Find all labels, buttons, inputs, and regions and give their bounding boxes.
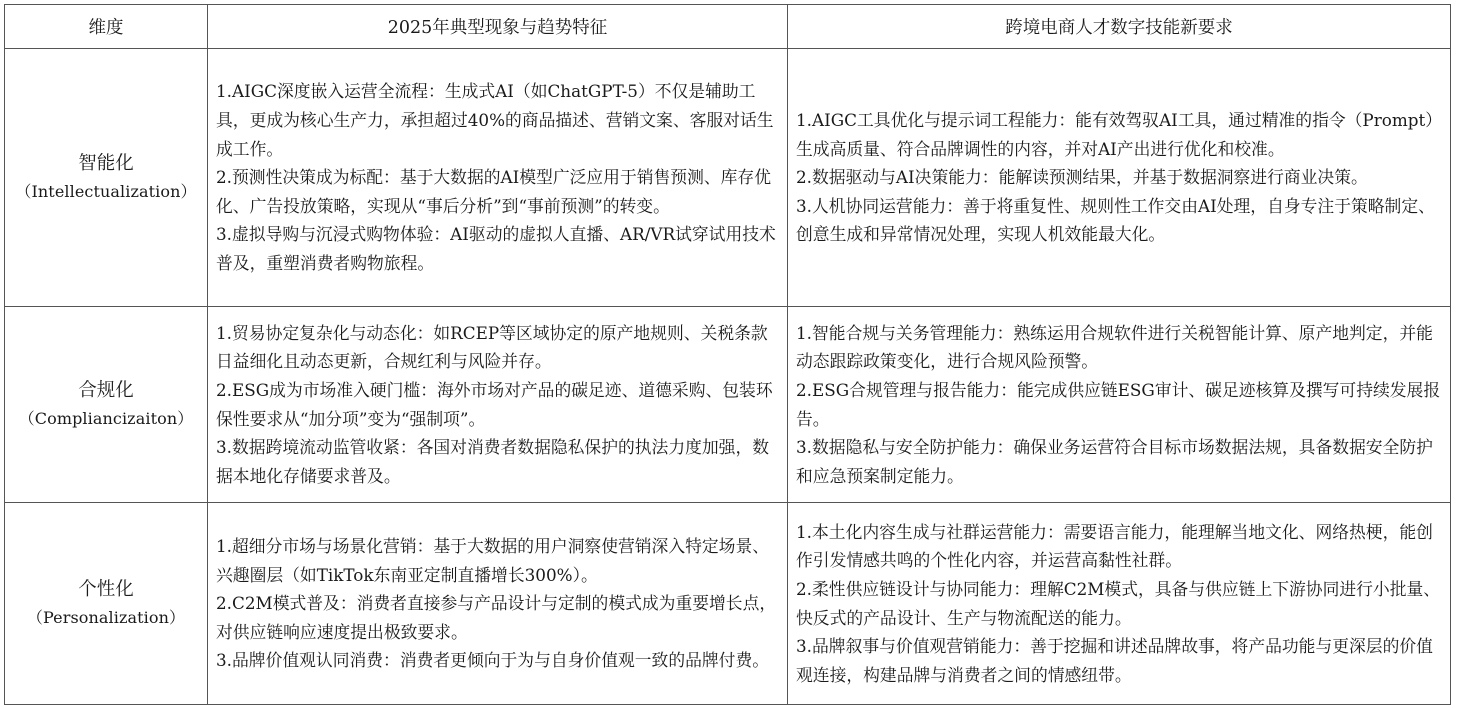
dimension-cell [5, 49, 208, 307]
requirement-item: 2.ESG合规管理与报告能力：能完成供应链ESG审计、碳足迹核算及撰写可持续发展报告。 [796, 379, 1441, 429]
phenomena-cell [208, 307, 788, 503]
requirements-cell [788, 49, 1451, 307]
table-row [5, 503, 1451, 705]
requirement-item: 2.数据驱动与AI决策能力：能解读预测结果，并基于数据洞察进行商业决策。 [796, 167, 1368, 188]
requirement-item: 3.人机协同运营能力：善于将重复性、规则性工作交由AI处理，自身专注于策略制定、创意生成和异常情况处理，实现人机效能最大化。 [796, 195, 1435, 245]
header-dimension: 维度 [5, 5, 208, 49]
phenomenon-item: 2.C2M模式普及：消费者直接参与产品设计与定制的模式成为重要增长点，对供应链响应速度提出极致要求。 [216, 593, 777, 642]
dimension-name: 合规化 [78, 379, 134, 401]
dimension-name: 个性化 [78, 578, 134, 600]
dimension-cell [5, 503, 208, 705]
phenomenon-item: 1.AIGC深度嵌入运营全流程：生成式AI（如ChatGPT-5）不仅是辅助工具，更成为核心生产力，承担超过40%的商品描述、营销文案、客服对话生成工作。 [216, 81, 774, 159]
phenomenon-item: 1.贸易协定复杂化与动态化：如RCEP等区域协定的原产地规则、关税条款日益细化且动态更新，合规红利与风险并存。 [216, 322, 768, 372]
phenomenon-item: 3.数据跨境流动监管收紧：各国对消费者数据隐私保护的执法力度加强，数据本地化存储要求普及。 [216, 437, 770, 486]
requirement-item: 1.智能合规与关务管理能力：熟练运用合规软件进行关税智能计算、原产地判定，并能动态跟踪政策变化，进行合规风险预警。 [796, 322, 1433, 372]
phenomena-cell [208, 503, 788, 705]
table-row [5, 49, 1451, 307]
requirements-cell [788, 503, 1451, 705]
phenomenon-item: 2.ESG成为市场准入硬门槛：海外市场对产品的碳足迹、道德采购、包装环保性要求从“加分项”变为“强制项”。 [216, 379, 773, 429]
dimension-english: （Compliancizaiton） [18, 408, 194, 428]
dimension-name: 智能化 [78, 152, 134, 174]
table-row [5, 307, 1451, 503]
skills-table [4, 4, 1451, 705]
dimension-english: （Personalization） [26, 607, 186, 627]
requirement-item: 3.数据隐私与安全防护能力：确保业务运营符合目标市场数据法规，具备数据安全防护和应急预案制定能力。 [796, 437, 1433, 486]
requirement-item: 1.AIGC工具优化与提示词工程能力：能有效驾驭AI工具，通过精准的指令（Prompt）生成高质量、符合品牌调性的内容，并对AI产出进行优化和校准。 [796, 110, 1443, 159]
header-phenomena: 2025年典型现象与趋势特征 [208, 5, 788, 49]
phenomenon-item: 3.虚拟导购与沉浸式购物体验：AI驱动的虚拟人直播、AR/VR试穿试用技术普及，重塑消费者购物旅程。 [216, 224, 776, 273]
phenomenon-item: 2.预测性决策成为标配：基于大数据的AI模型广泛应用于销售预测、库存优化、广告投放策略，实现从“事后分析”到“事前预测”的转变。 [216, 167, 771, 216]
phenomenon-item: 3.品牌价值观认同消费：消费者更倾向于为与自身价值观一致的品牌付费。 [216, 650, 770, 671]
requirement-item: 2.柔性供应链设计与协同能力：理解C2M模式，具备与供应链上下游协同进行小批量、快反式的产品设计、生产与物流配送的能力。 [796, 578, 1441, 628]
dimension-cell [5, 307, 208, 503]
table-header-row [5, 5, 1451, 49]
header-requirements: 跨境电商人才数字技能新要求 [788, 5, 1451, 49]
requirement-item: 3.品牌叙事与价值观营销能力：善于挖掘和讲述品牌故事，将产品功能与更深层的价值观连接，构建品牌与消费者之间的情感纽带。 [796, 636, 1433, 685]
requirement-item: 1.本土化内容生成与社群运营能力：需要语言能力，能理解当地文化、网络热梗，能创作引发情感共鸣的个性化内容，并运营高黏性社群。 [796, 521, 1433, 571]
phenomena-cell [208, 49, 788, 307]
dimension-english: （Intellectualization） [15, 181, 197, 201]
requirements-cell [788, 307, 1451, 503]
phenomenon-item: 1.超细分市场与场景化营销：基于大数据的用户洞察使营销深入特定场景、兴趣圈层（如TikTok东南亚定制直播增长300%）。 [216, 536, 770, 585]
